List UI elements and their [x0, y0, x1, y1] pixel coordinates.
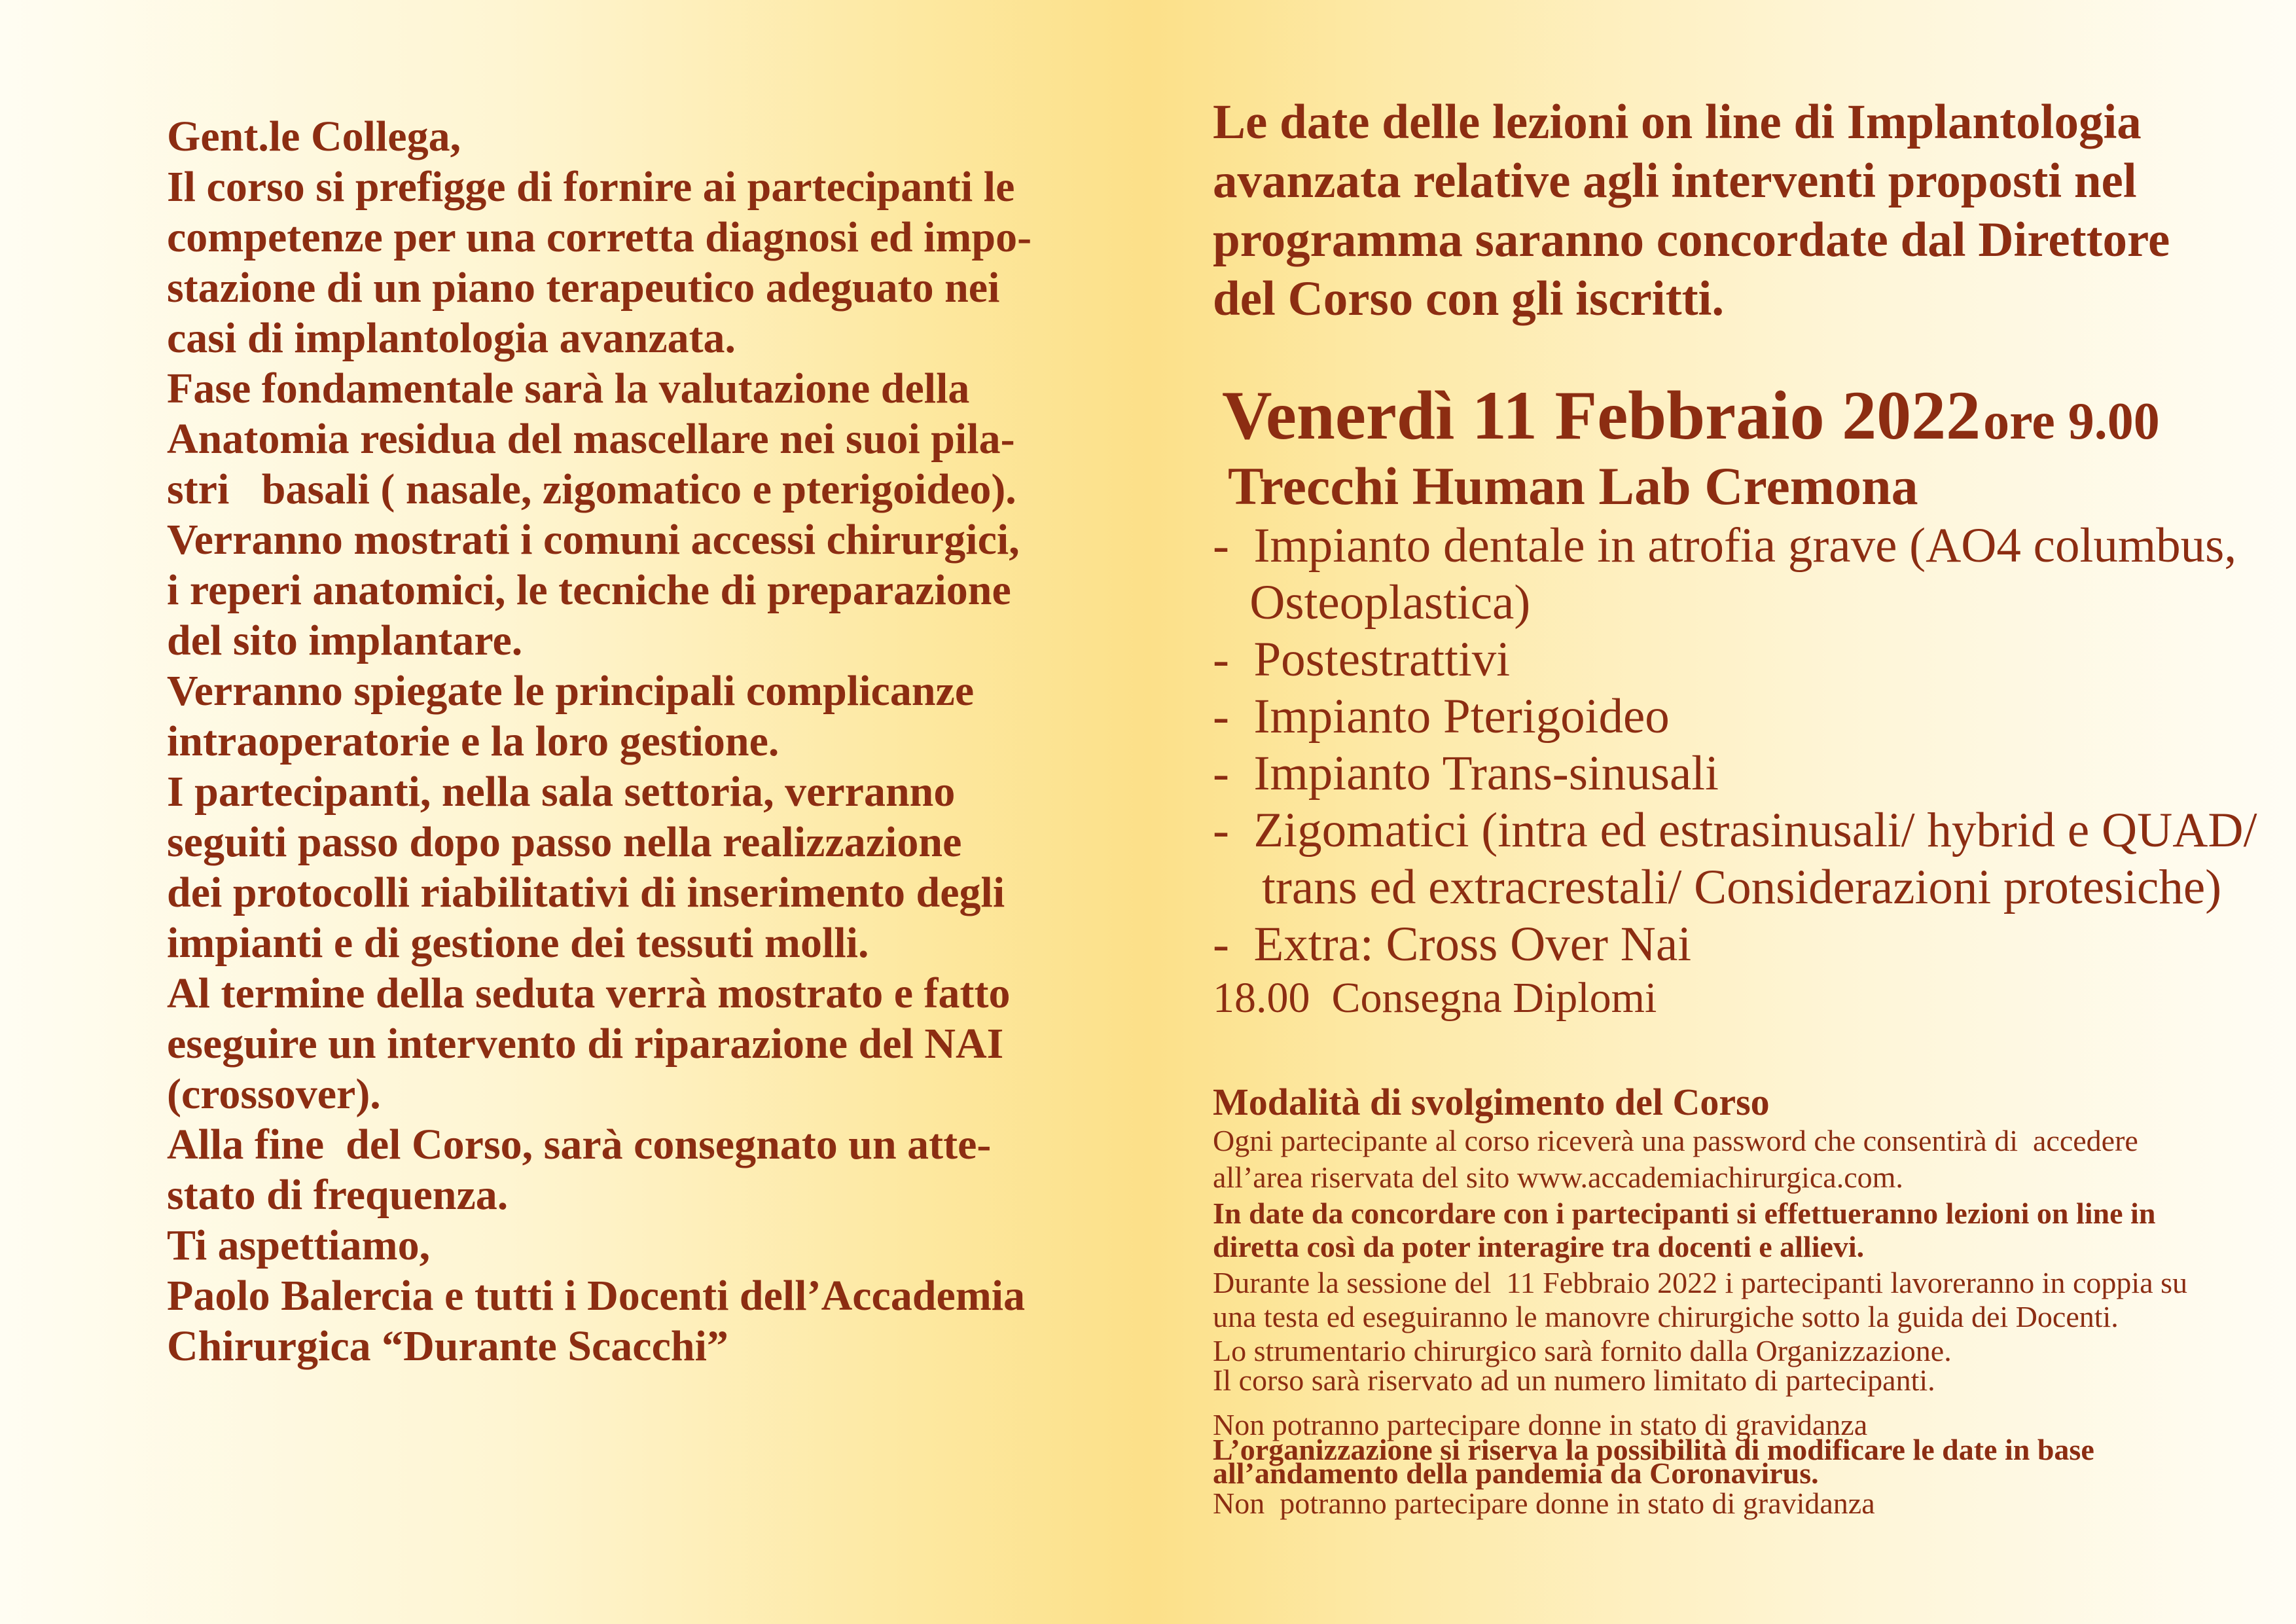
intro-line: del Corso con gli iscritti.	[1213, 272, 1725, 326]
program-list	[1213, 517, 2257, 973]
modalita-line-bold: diretta così da poter interagire tra docenti e allievi.	[1213, 1230, 1865, 1263]
letter-line: I partecipanti, nella sala settoria, verranno	[167, 768, 956, 816]
modalita-title: Modalità di svolgimento del Corso	[1213, 1081, 1770, 1123]
letter-line: i reperi anatomici, le tecniche di preparazione	[167, 566, 1011, 614]
event-time: ore 9.00	[1983, 393, 2160, 450]
letter-column	[167, 111, 1031, 1371]
letter-line: del sito implantare.	[167, 617, 523, 664]
letter-signature-line: Chirurgica “Durante Scacchi”	[167, 1322, 728, 1370]
program-item: - Impianto Trans-sinusali	[1213, 746, 1719, 801]
modalita-line: una testa ed eseguiranno le manovre chirurgiche sotto la guida dei Docenti.	[1213, 1300, 2119, 1333]
modalita-line: Lo strumentario chirurgico sarà fornito dalla Organizzazione.	[1213, 1334, 1952, 1367]
letter-line: Alla fine del Corso, sarà consegnato un atte-	[167, 1121, 992, 1168]
letter-line: stri basali ( nasale, zigomatico e pterigoideo).	[167, 465, 1016, 513]
intro-line: avanzata relative agli interventi proposti nel	[1213, 154, 2137, 208]
event-location: Trecchi Human Lab Cremona	[1228, 456, 1918, 516]
letter-line: impianti e di gestione dei tessuti molli.	[167, 919, 869, 967]
letter-line: Anatomia residua del mascellare nei suoi pila-	[167, 415, 1015, 463]
event-date: Venerdì 11 Febbraio 2022	[1222, 377, 1981, 454]
program-item: - Impianto dentale in atrofia grave (AO4 columbus,	[1213, 518, 2237, 573]
intro-line: Le date delle lezioni on line di Implantologia	[1213, 95, 2142, 149]
letter-line: stato di frequenza.	[167, 1171, 509, 1219]
modalita-line: Durante la sessione del 11 Febbraio 2022 i partecipanti lavoreranno in coppia su	[1213, 1266, 2188, 1299]
letter-line: Gent.le Collega,	[167, 113, 461, 160]
letter-line: (crossover).	[167, 1070, 381, 1118]
modalita-line-bold: In date da concordare con i partecipanti si effettueranno lezioni on line in	[1213, 1197, 2156, 1230]
program-item: - Zigomatici (intra ed estrasinusali/ hybrid e QUAD/	[1213, 803, 2257, 857]
program-closing: 18.00 Consegna Diplomi	[1213, 974, 1657, 1022]
modalita-line: Non potranno partecipare donne in stato di gravidanza	[1213, 1408, 1868, 1441]
program-item: - Impianto Pterigoideo	[1213, 689, 1670, 744]
modalita-line: Il corso sarà riservato ad un numero limitato di partecipanti.	[1213, 1363, 1935, 1397]
modalita-line-bold: all’andamento della pandemia da Coronavirus.	[1213, 1456, 1819, 1490]
program-item-continuation: trans ed extracrestali/ Considerazioni protesiche)	[1213, 860, 2222, 914]
letter-line: Al termine della seduta verrà mostrato e fatto	[167, 969, 1011, 1017]
letter-line: intraoperatorie e la loro gestione.	[167, 717, 780, 765]
modalita-line: Ogni partecipante al corso riceverà una password che consentirà di accedere	[1213, 1124, 2138, 1157]
letter-line: seguiti passo dopo passo nella realizzazione	[167, 818, 962, 866]
letter-line: Il corso si prefigge di fornire ai partecipanti le	[167, 163, 1015, 211]
letter-line: Ti aspettiamo,	[167, 1221, 431, 1269]
letter-line: eseguire un intervento di riparazione del NAI	[167, 1020, 1004, 1068]
letter-line: casi di implantologia avanzata.	[167, 314, 736, 362]
letter-signature-line: Paolo Balercia e tutti i Docenti dell’Accademia	[167, 1272, 1026, 1320]
letter-line: Verranno spiegate le principali complicanze	[167, 667, 975, 715]
letter-line: dei protocolli riabilitativi di inserimento degli	[167, 869, 1005, 916]
intro-paragraph	[1213, 93, 2170, 329]
letter-line: competenze per una corretta diagnosi ed impo-	[167, 213, 1032, 261]
modalita-line: Non potranno partecipare donne in stato di gravidanza	[1213, 1487, 1875, 1520]
letter-line: Fase fondamentale sarà la valutazione della	[167, 365, 970, 412]
letter-line: Verranno mostrati i comuni accessi chirurgici,	[167, 516, 1020, 564]
program-item: - Postestrattivi	[1213, 632, 1511, 687]
letter-line: stazione di un piano terapeutico adeguato nei	[167, 264, 1000, 312]
modalita-line: all’area riservata del sito www.accademiachirurgica.com.	[1213, 1161, 1903, 1194]
program-item-continuation: Osteoplastica)	[1213, 575, 1531, 630]
program-item: - Extra: Cross Over Nai	[1213, 917, 1692, 971]
intro-line: programma saranno concordate dal Direttore	[1213, 213, 2170, 267]
modalita-line-bold: L’organizzazione si riserva la possibilità di modificare le date in base	[1213, 1433, 2094, 1466]
